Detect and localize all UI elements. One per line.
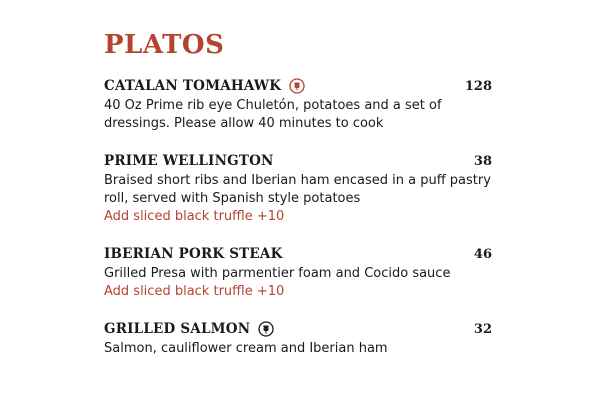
menu-item-price: 38 [473, 153, 492, 169]
menu-item-price: 128 [464, 78, 492, 94]
menu-item-name: GRILLED SALMON [104, 321, 251, 337]
menu-item [104, 319, 496, 358]
menu-item [104, 151, 496, 226]
section-title: PLATOS [104, 30, 225, 60]
menu-item-name-wrap [104, 321, 274, 337]
menu-item-addon: Add sliced black truffle +10 [104, 209, 285, 224]
menu-item [104, 76, 496, 133]
menu-section [104, 30, 496, 376]
menu-item-name-wrap [104, 78, 305, 94]
menu-item-name: PRIME WELLINGTON [104, 153, 274, 169]
menu-item-price: 46 [473, 246, 492, 262]
wheat-icon [258, 321, 274, 337]
wheat-icon [289, 78, 305, 94]
menu-item-header [104, 76, 496, 96]
menu-item-header [104, 151, 496, 171]
menu-item-description: Braised short ribs and Iberian ham encased in a puff pastry roll, served with Spanish style potatoes [104, 173, 491, 206]
menu-item-addon: Add sliced black truffle +10 [104, 284, 285, 299]
menu-item-price: 32 [473, 321, 492, 337]
menu-item-description: 40 Oz Prime rib eye Chuletón, potatoes and a set of dressings. Please allow 40 minutes to cook [104, 98, 442, 131]
menu-item-name: IBERIAN PORK STEAK [104, 246, 283, 262]
menu-item [104, 244, 496, 301]
menu-item-name-wrap [104, 246, 283, 262]
menu-item-name-wrap [104, 153, 274, 169]
menu-item-description: Grilled Presa with parmentier foam and Cocido sauce [104, 266, 451, 281]
menu-item-header [104, 319, 496, 339]
menu-item-description: Salmon, cauliflower cream and Iberian ham [104, 341, 388, 356]
menu-item-name: CATALAN TOMAHAWK [104, 78, 282, 94]
menu-item-header [104, 244, 496, 264]
